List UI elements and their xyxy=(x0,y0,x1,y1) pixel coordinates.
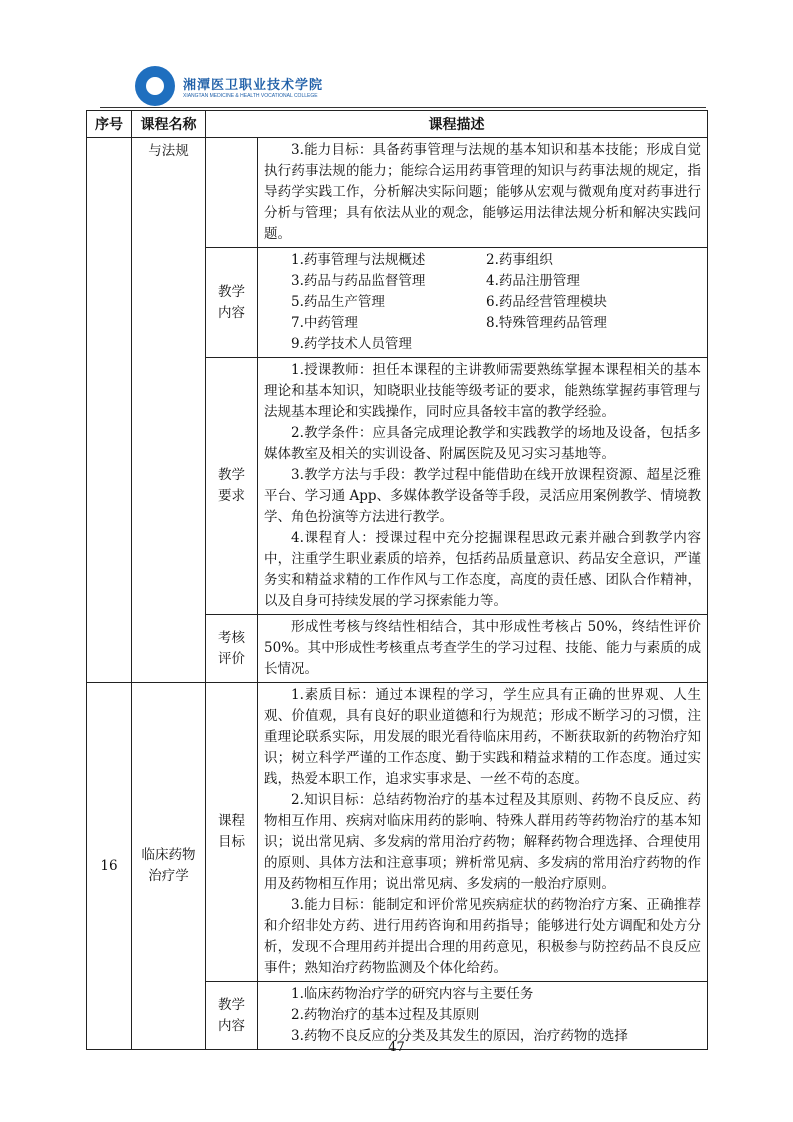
list-item: 2.药事组织 xyxy=(486,252,553,268)
course-table xyxy=(86,110,708,1050)
page-number: 47 xyxy=(388,1040,405,1055)
list-item: 6.药品经营管理模块 xyxy=(486,294,607,310)
sub-label: 教学内容 xyxy=(206,248,258,358)
list-item: 9.药学技术人员管理 xyxy=(291,336,412,352)
school-seal-icon xyxy=(135,66,175,106)
paragraph: 3.教学方法与手段：教学过程中能借助在线开放课程资源、超星泛雅平台、学习通 App、多媒体教学设备等手段，灵活应用案例教学、情境教学、角色扮演等方法进行教学。 xyxy=(264,467,701,525)
ability-goal: 3.能力目标：具备药事管理与法规的基本知识和基本技能；形成自觉执行药事法规的能力；能综合运用药事管理的知识与药事法规的规定，指导药学实践工作，分析解决实际问题；能够从宏观与微观角度对药事进行分析与管理；具有依法从业的观念，能够运用法律法规分析和解决实践问题。 xyxy=(258,138,708,248)
header-no: 序号 xyxy=(87,111,132,138)
list-item: 4.药品注册管理 xyxy=(486,273,580,289)
sub-label: 考核评价 xyxy=(206,615,258,683)
header-rule xyxy=(100,107,706,108)
course-no xyxy=(87,138,132,683)
list-item: 1.临床药物治疗学的研究内容与主要任务 xyxy=(291,986,534,1002)
list-item: 3.药品与药品监督管理 xyxy=(291,273,426,289)
school-name-en: XIANGTAN MEDICINE & HEALTH VOCATIONAL COLLEGE xyxy=(183,92,318,99)
course-no: 16 xyxy=(87,683,132,1050)
table-header-row xyxy=(87,111,708,138)
list-item: 5.药品生产管理 xyxy=(291,294,385,310)
course-goals xyxy=(258,683,708,982)
teaching-content xyxy=(258,248,708,358)
paragraph: 3.能力目标：能制定和评价常见疾病症状的药物治疗方案、正确推荐和介绍非处方药、进行用药咨询和用药指导；能够进行处方调配和处方分析，发现不合理用药并提出合理的用药意见，积极参与防控药品不良反应事件；熟知治疗药物监测及个体化给药。 xyxy=(264,897,701,976)
list-item: 3.药物不良反应的分类及其发生的原因，治疗药物的选择 xyxy=(291,1028,628,1044)
paragraph: 1.素质目标：通过本课程的学习，学生应具有正确的世界观、人生观、价值观，具有良好的职业道德和行为规范；形成不断学习的习惯，注重理论联系实际，用发展的眼光看待临床用药，不断获取新的药物治疗知识；树立科学严谨的工作态度、勤于实践和精益求精的工作态度。通过实践，热爱本职工作，追求实事求是、一丝不苟的态度。 xyxy=(264,687,701,787)
paragraph: 2.教学条件：应具备完成理论教学和实践教学的场地及设备，包括多媒体教室及相关的实训设备、附属医院及见习实习基地等。 xyxy=(264,425,701,462)
list-item: 8.特殊管理药品管理 xyxy=(486,315,607,331)
school-logo xyxy=(135,66,323,106)
header-name: 课程名称 xyxy=(132,111,206,138)
list-item: 2.药物治疗的基本过程及其原则 xyxy=(291,1007,480,1023)
list-item: 1.药事管理与法规概述 xyxy=(291,252,426,268)
teaching-requirements xyxy=(258,358,708,615)
course-name: 临床药物治疗学 xyxy=(132,683,206,1050)
sub-label: 教学要求 xyxy=(206,358,258,615)
paragraph: 1.授课教师：担任本课程的主讲教师需要熟练掌握本课程相关的基本理论和基本知识，知晓职业技能等级考证的要求，能熟练掌握药事管理与法规基本理论和实践操作，同时应具备较丰富的教学经验。 xyxy=(264,362,701,420)
sub-label xyxy=(206,138,258,248)
school-name-cn: 湘潭医卫职业技术学院 xyxy=(183,77,324,93)
list-item: 7.中药管理 xyxy=(291,315,358,331)
sub-label: 课程目标 xyxy=(206,683,258,982)
paragraph: 4.课程育人：授课过程中充分挖掘课程思政元素并融合到教学内容中，注重学生职业素质的培养，包括药品质量意识、药品安全意识，严谨务实和精益求精的工作作风与工作态度，高度的责任感、团队合作精神，以及自身可持续发展的学习探索能力等。 xyxy=(264,530,701,609)
table-row xyxy=(87,138,708,248)
sub-label: 教学内容 xyxy=(206,982,258,1050)
course-name: 与法规 xyxy=(132,138,206,683)
table-row xyxy=(87,683,708,982)
header-desc: 课程描述 xyxy=(206,111,708,138)
assessment: 形成性考核与终结性相结合，其中形成性考核占 50%，终结性评价 50%。其中形成性考核重点考查学生的学习过程、技能、能力与素质的成长情况。 xyxy=(258,615,708,683)
paragraph: 2.知识目标：总结药物治疗的基本过程及其原则、药物不良反应、药物相互作用、疾病对临床用药的影响、特殊人群用药等药物治疗的基本知识；说出常见病、多发病的常用治疗药物；解释药物合理选择、合理使用的原则、具体方法和注意事项；辨析常见病、多发病的常用治疗药物的作用及药物相互作用；说出常见病、多发病的一般治疗原则。 xyxy=(264,792,701,892)
